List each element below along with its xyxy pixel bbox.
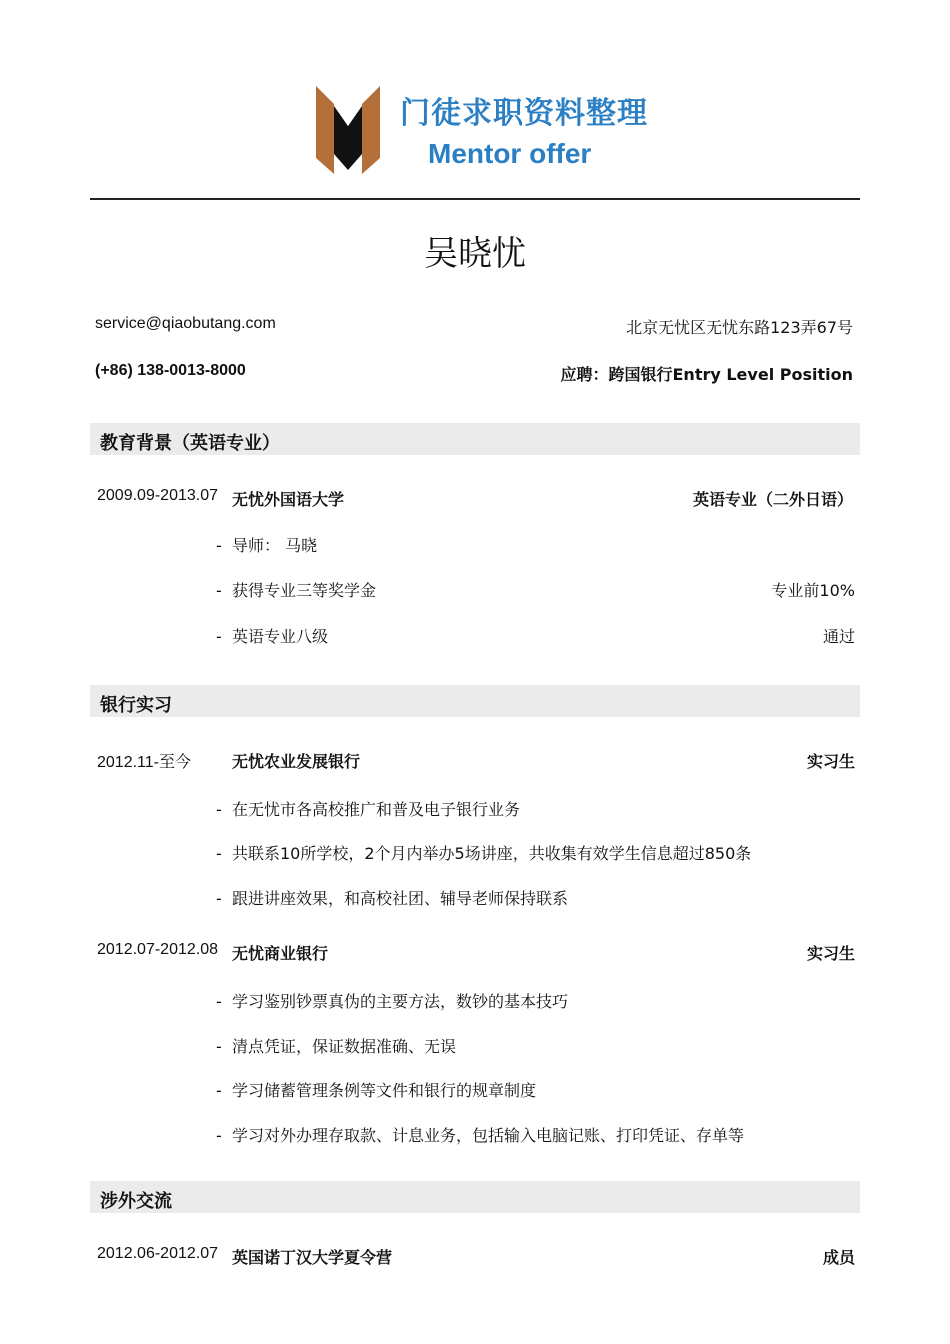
job-org: 无忧农业发展银行 — [232, 752, 361, 771]
section-title: 教育背景（英语专业） — [100, 433, 280, 454]
logo-en-text: Mentor offer — [428, 138, 592, 169]
phone: (+86) 138-0013-8000 — [95, 362, 246, 379]
section-exchange — [90, 1181, 860, 1213]
email: service@qiaobutang.com — [95, 315, 276, 332]
list-item: - 共联系10所学校，2个月内举办5场讲座，共收集有效学生信息超过850条 — [216, 844, 752, 863]
exchange-role: 成员 — [822, 1248, 855, 1267]
logo — [312, 82, 648, 178]
mentor-logo-icon — [312, 82, 384, 178]
section-education — [90, 423, 860, 455]
list-item: - 导师： 马晓 — [216, 536, 318, 555]
address: 北京无忧区无忧东路123弄67号 — [626, 318, 853, 337]
logo-cn-text: 门徒求职资料整理 — [400, 96, 648, 131]
job-org: 无忧商业银行 — [232, 944, 329, 963]
job-role: 实习生 — [806, 752, 855, 771]
list-item: - 学习鉴别钞票真伪的主要方法，数钞的基本技巧 — [216, 992, 569, 1011]
list-item: - 跟进讲座效果，和高校社团、辅导老师保持联系 — [216, 889, 569, 908]
education-major: 英语专业（二外日语） — [692, 490, 853, 509]
applied-position: 应聘：跨国银行Entry Level Position — [560, 365, 853, 384]
scholarship-rank: 专业前10% — [771, 581, 855, 600]
job-date: 2012.07-2012.08 — [97, 941, 218, 958]
list-item: - 在无忧市各高校推广和普及电子银行业务 — [216, 800, 521, 819]
section-internship — [90, 685, 860, 717]
header-divider — [90, 198, 860, 200]
list-item: - 学习对外办理存取款、计息业务，包括输入电脑记账、打印凭证、存单等 — [216, 1126, 745, 1145]
list-item: - 获得专业三等奖学金 — [216, 581, 377, 600]
exchange-org: 英国诺丁汉大学夏令营 — [232, 1248, 393, 1267]
section-title: 银行实习 — [100, 695, 172, 716]
job-role: 实习生 — [806, 944, 855, 963]
exchange-date: 2012.06-2012.07 — [97, 1245, 218, 1262]
candidate-name: 吴晓忧 — [424, 234, 526, 274]
list-item: - 清点凭证，保证数据准确、无误 — [216, 1037, 457, 1056]
education-school: 无忧外国语大学 — [232, 490, 345, 509]
list-item: - 学习储蓄管理条例等文件和银行的规章制度 — [216, 1081, 537, 1100]
section-title: 涉外交流 — [100, 1191, 172, 1212]
tem8-result: 通过 — [822, 627, 855, 646]
list-item: - 英语专业八级 — [216, 627, 329, 646]
education-date: 2009.09-2013.07 — [97, 487, 218, 504]
job-date: 2012.11-至今 — [97, 754, 191, 771]
